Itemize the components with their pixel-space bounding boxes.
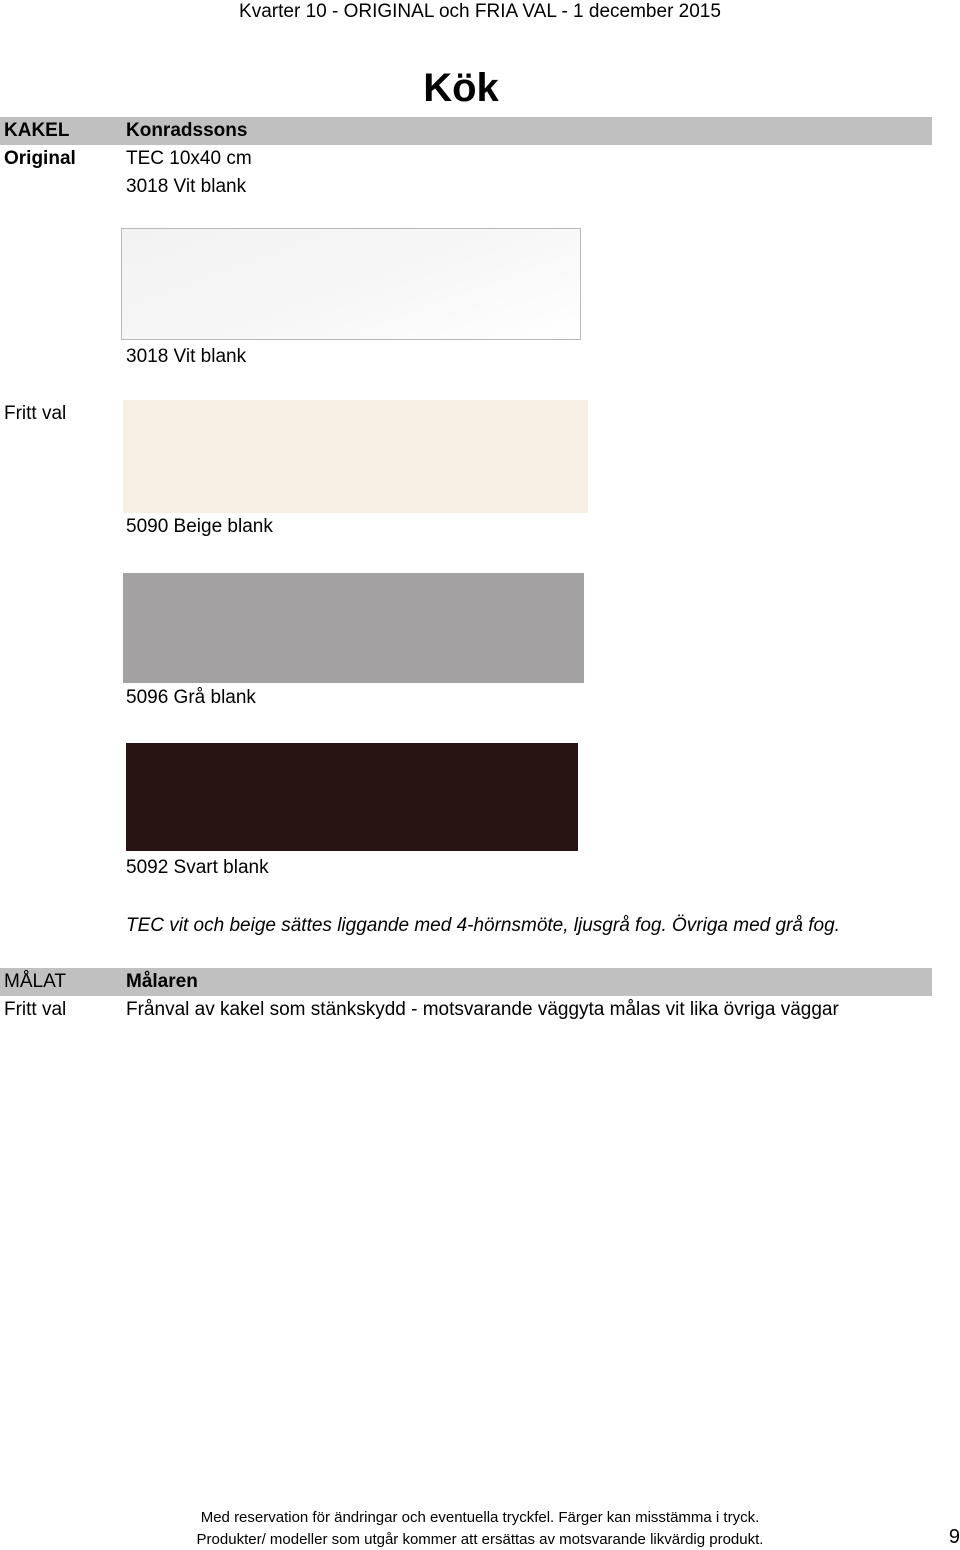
malat-description: Frånval av kakel som stänkskydd - motsvarande väggyta målas vit lika övriga väggar	[126, 999, 839, 1020]
kakel-supplier: Konradssons	[126, 120, 248, 141]
kakel-color: 3018 Vit blank	[126, 176, 247, 197]
malat-supplier: Målaren	[126, 971, 198, 992]
footer-disclaimer-2: Produkter/ modeller som utgår kommer att ersättas av motsvarande likvärdig produkt.	[196, 1531, 764, 1548]
malat-fritt-val-label: Fritt val	[4, 999, 67, 1020]
tile-swatch-grey	[123, 573, 584, 683]
tile-swatch-white-caption: 3018 Vit blank	[126, 346, 247, 367]
kakel-original-label: Original	[4, 148, 76, 169]
tile-swatch-black-caption: 5092 Svart blank	[126, 857, 269, 878]
footer-disclaimer-1: Med reservation för ändringar och eventuella tryckfel. Färger kan misstämma i tryck.	[200, 1509, 760, 1526]
tile-swatch-grey-caption: 5096 Grå blank	[126, 687, 256, 708]
kakel-size: TEC 10x40 cm	[126, 148, 252, 169]
kakel-fritt-val-label: Fritt val	[4, 403, 67, 424]
tile-swatch-beige-caption: 5090 Beige blank	[126, 516, 273, 537]
tile-swatch-white	[121, 228, 581, 340]
malat-section-label: MÅLAT	[4, 971, 66, 992]
kakel-installation-note: TEC vit och beige sättes liggande med 4-hörnsmöte, ljusgrå fog. Övriga med grå fog.	[126, 915, 840, 936]
kakel-section-label: KAKEL	[4, 120, 70, 141]
page-heading: Kök	[423, 66, 499, 110]
tile-swatch-black	[126, 743, 578, 851]
tile-swatch-beige	[123, 400, 588, 513]
page-number: 9	[948, 1526, 960, 1548]
document-header-title: Kvarter 10 - ORIGINAL och FRIA VAL - 1 december 2015	[239, 1, 721, 22]
